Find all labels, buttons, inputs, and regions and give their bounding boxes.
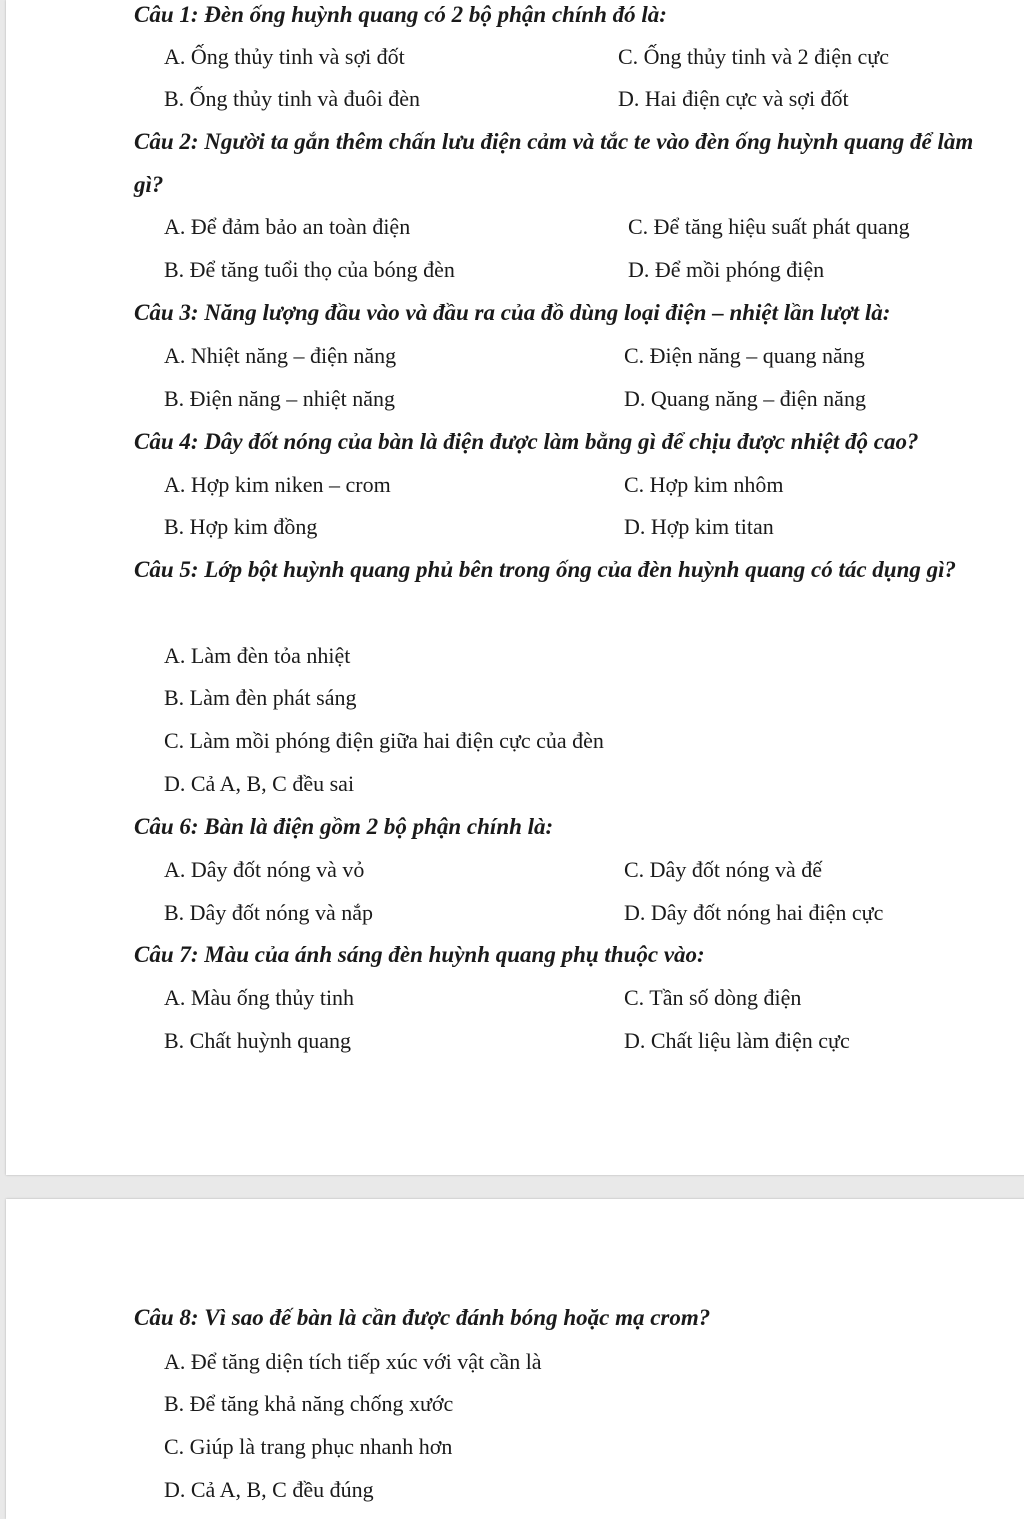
question-1-prompt: Câu 1: Đèn ống huỳnh quang có 2 bộ phận chính đó là: <box>134 2 667 27</box>
question-8-option-c: C. Giúp là trang phục nhanh hơn <box>164 1434 453 1459</box>
question-2-option-c: C. Để tăng hiệu suất phát quang <box>628 214 910 239</box>
question-8-option-a: A. Để tăng diện tích tiếp xúc với vật cần là <box>164 1349 542 1374</box>
question-3-option-d: D. Quang năng – điện năng <box>624 386 866 411</box>
question-6-option-c: C. Dây đốt nóng và đế <box>624 857 822 882</box>
question-5-option-c: C. Làm mồi phóng điện giữa hai điện cực của đèn <box>164 728 604 753</box>
question-5-option-b: B. Làm đèn phát sáng <box>164 685 357 710</box>
question-5-option-a: A. Làm đèn tỏa nhiệt <box>164 643 351 668</box>
question-7-prompt: Câu 7: Màu của ánh sáng đèn huỳnh quang phụ thuộc vào: <box>134 942 705 967</box>
question-1-option-b: B. Ống thủy tinh và đuôi đèn <box>164 86 421 111</box>
question-2-option-a: A. Để đảm bảo an toàn điện <box>164 214 411 239</box>
question-7-option-c: C. Tần số dòng điện <box>624 985 802 1010</box>
question-3-prompt: Câu 3: Năng lượng đầu vào và đầu ra của đồ dùng loại điện – nhiệt lần lượt là: <box>134 300 891 325</box>
question-3-option-c: C. Điện năng – quang năng <box>624 343 865 368</box>
question-5-option-d: D. Cả A, B, C đều sai <box>164 771 355 796</box>
question-8-option-b: B. Để tăng khả năng chống xước <box>164 1391 454 1416</box>
question-1-option-a: A. Ống thủy tinh và sợi đốt <box>164 44 405 69</box>
question-7-option-a: A. Màu ống thủy tinh <box>164 985 355 1010</box>
question-3-option-a: A. Nhiệt năng – điện năng <box>164 343 397 368</box>
question-4-option-b: B. Hợp kim đồng <box>164 514 318 539</box>
question-6-option-b: B. Dây đốt nóng và nắp <box>164 900 373 925</box>
question-4-option-c: C. Hợp kim nhôm <box>624 472 784 497</box>
question-2-option-b: B. Để tăng tuổi thọ của bóng đèn <box>164 257 455 282</box>
question-1-option-c: C. Ống thủy tinh và 2 điện cực <box>618 44 889 69</box>
question-4-option-a: A. Hợp kim niken – crom <box>164 472 391 497</box>
question-6-option-d: D. Dây đốt nóng hai điện cực <box>624 900 884 925</box>
question-8-option-d: D. Cả A, B, C đều đúng <box>164 1477 374 1502</box>
question-2-option-d: D. Để mồi phóng điện <box>628 257 825 282</box>
question-6-prompt: Câu 6: Bàn là điện gồm 2 bộ phận chính là: <box>134 814 554 839</box>
question-3-option-b: B. Điện năng – nhiệt năng <box>164 386 395 411</box>
question-7-option-d: D. Chất liệu làm điện cực <box>624 1028 850 1053</box>
question-2-prompt: Câu 2: Người ta gắn thêm chấn lưu điện cảm và tắc te vào đèn ống huỳnh quang để làm gì? <box>134 129 974 197</box>
question-4-option-d: D. Hợp kim titan <box>624 514 774 539</box>
question-1-option-d: D. Hai điện cực và sợi đốt <box>618 86 849 111</box>
question-4-prompt: Câu 4: Dây đốt nóng của bàn là điện được làm bằng gì để chịu được nhiệt độ cao? <box>134 429 919 454</box>
document-page-1 <box>6 0 1024 1175</box>
question-6-option-a: A. Dây đốt nóng và vỏ <box>164 857 365 882</box>
question-8-prompt: Câu 8: Vì sao đế bàn là cần được đánh bóng hoặc mạ crom? <box>134 1305 711 1330</box>
question-5-prompt: Câu 5: Lớp bột huỳnh quang phủ bên trong ống của đèn huỳnh quang có tác dụng gì? <box>134 557 957 582</box>
document-page-2 <box>6 1199 1024 1519</box>
question-7-option-b: B. Chất huỳnh quang <box>164 1028 351 1053</box>
